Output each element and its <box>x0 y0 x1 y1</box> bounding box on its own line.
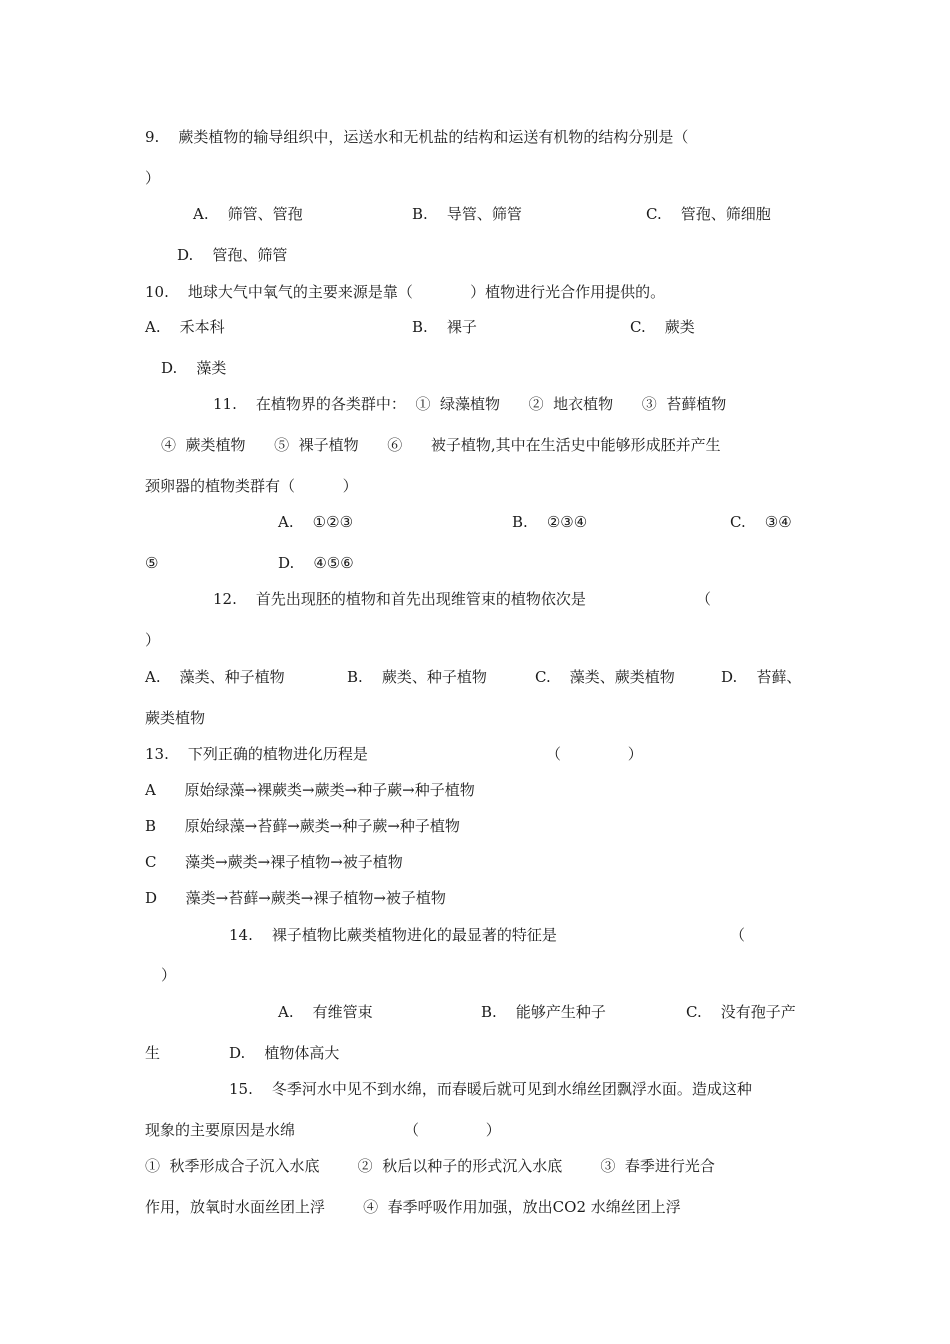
q12-stem-cont: ） <box>145 631 161 649</box>
q12-option-d: D. 苔藓、 <box>721 668 802 686</box>
q10-option-d: D. 藻类 <box>161 359 227 377</box>
q13-option-b: B 原始绿藻→苔藓→蕨类→种子蕨→种子植物 <box>145 817 460 835</box>
q11-option-d: D. ④⑤⑥ <box>278 554 354 572</box>
q13-option-a: A 原始绿藻→裸蕨类→蕨类→种子蕨→种子植物 <box>145 781 475 799</box>
q13-paren: （ ） <box>546 745 643 763</box>
q14-option-c-cont: 生 <box>145 1044 161 1062</box>
q12-option-a: A. 藻类、种子植物 <box>145 668 285 686</box>
q14-option-b: B. 能够产生种子 <box>481 1003 606 1021</box>
q11-stem-line3: 颈卵器的植物类群有（ ） <box>145 477 358 495</box>
q14-paren-open: （ <box>730 926 746 944</box>
q10-option-c: C. 蕨类 <box>630 318 695 336</box>
q9-option-d: D. 管孢、筛管 <box>177 246 288 264</box>
q11-option-a: A. ①②③ <box>278 513 354 531</box>
q9-option-a: A. 筛管、管孢 <box>193 205 303 223</box>
q10-stem: 10. 地球大气中氧气的主要来源是靠（ ）植物进行光合作用提供的。 <box>145 283 666 301</box>
q13-stem: 13. 下列正确的植物进化历程是 <box>145 745 368 763</box>
q9-stem-cont: ） <box>145 169 161 187</box>
q11-option-b: B. ②③④ <box>512 513 588 531</box>
q15-options-line2: 作用，放氧时水面丝团上浮 ④ 春季呼吸作用加强，放出CO2 水绵丝团上浮 <box>145 1198 681 1216</box>
q15-paren: （ ） <box>404 1121 501 1139</box>
q13-option-d: D 藻类→苔藓→蕨类→裸子植物→被子植物 <box>145 889 446 907</box>
q15-stem: 15. 冬季河水中见不到水绵，而春暖后就可见到水绵丝团飘浮水面。造成这种 <box>229 1080 752 1098</box>
q10-option-b: B. 裸子 <box>412 318 477 336</box>
q11-option-c: C. ③④ <box>730 513 792 531</box>
q10-option-a: A. 禾本科 <box>145 318 225 336</box>
q9-option-c: C. 管孢、筛细胞 <box>646 205 771 223</box>
q15-stem-line2: 现象的主要原因是水绵 <box>145 1121 296 1139</box>
q11-stem-line2: ④ 蕨类植物 ⑤ 裸子植物 ⑥ 被子植物,其中在生活史中能够形成胚并产生 <box>161 436 721 454</box>
q9-stem: 9. 蕨类植物的输导组织中，运送水和无机盐的结构和运送有机物的结构分别是（ <box>145 128 689 146</box>
q14-option-a: A. 有维管束 <box>278 1003 373 1021</box>
q14-stem: 14. 裸子植物比蕨类植物进化的最显著的特征是 <box>229 926 557 944</box>
q12-option-c: C. 藻类、蕨类植物 <box>535 668 675 686</box>
q15-options-line1: ① 秋季形成合子沉入水底 ② 秋后以种子的形式沉入水底 ③ 春季进行光合 <box>145 1157 715 1175</box>
q14-stem-cont: ） <box>161 966 177 984</box>
q12-option-d-cont: 蕨类植物 <box>145 709 206 727</box>
q12-paren-open: （ <box>696 590 712 608</box>
q12-stem: 12. 首先出现胚的植物和首先出现维管束的植物依次是 <box>213 590 586 608</box>
q12-option-b: B. 蕨类、种子植物 <box>347 668 487 686</box>
q13-option-c: C 藻类→蕨类→裸子植物→被子植物 <box>145 853 403 871</box>
q14-option-d: D. 植物体高大 <box>229 1044 340 1062</box>
q11-stem: 11. 在植物界的各类群中： ① 绿藻植物 ② 地衣植物 ③ 苔藓植物 <box>213 395 727 413</box>
q11-option-c-cont: ⑤ <box>145 554 159 572</box>
q9-option-b: B. 导管、筛管 <box>412 205 522 223</box>
q14-option-c: C. 没有孢子产 <box>686 1003 796 1021</box>
